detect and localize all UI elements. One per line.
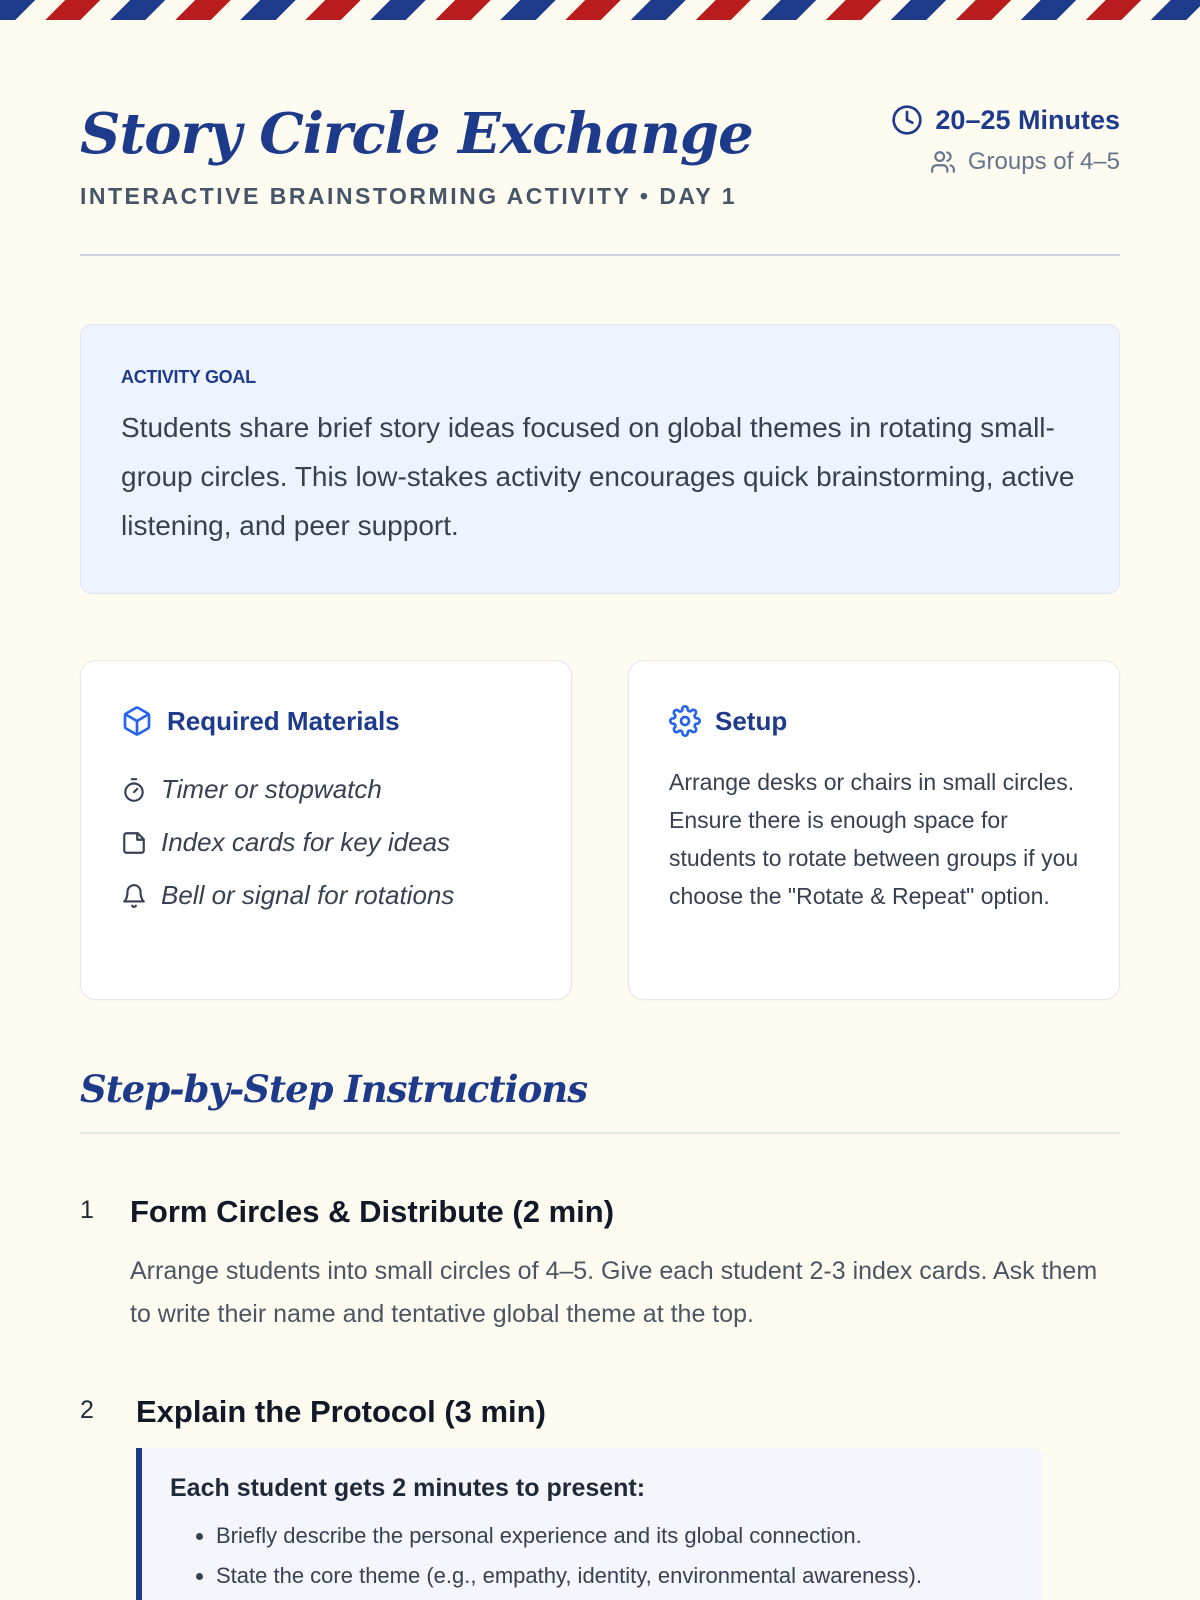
duration-badge bbox=[891, 102, 1120, 138]
duration-text: 20–25 Minutes bbox=[935, 104, 1120, 135]
material-label: Index cards for key ideas bbox=[161, 827, 451, 857]
activity-meta bbox=[891, 102, 1120, 180]
note-icon bbox=[121, 830, 147, 856]
step-title: Form Circles & Distribute (2 min) bbox=[130, 1194, 615, 1229]
bell-icon bbox=[121, 883, 147, 909]
material-label: Bell or signal for rotations bbox=[161, 880, 455, 910]
list-item bbox=[121, 869, 531, 922]
activity-goal-box bbox=[80, 324, 1120, 594]
groups-text: Groups of 4–5 bbox=[967, 148, 1120, 175]
package-icon bbox=[121, 705, 153, 737]
material-label: Timer or stopwatch bbox=[161, 774, 382, 804]
step-title: Explain the Protocol (3 min) bbox=[136, 1394, 546, 1429]
clock-icon bbox=[891, 104, 923, 136]
materials-list bbox=[121, 763, 531, 922]
page-subtitle: INTERACTIVE BRAINSTORMING ACTIVITY • DAY 1 bbox=[80, 183, 738, 209]
page-title: Story Circle Exchange bbox=[80, 101, 753, 167]
users-icon bbox=[930, 149, 956, 175]
materials-title-text: Required Materials bbox=[167, 705, 400, 736]
list-item bbox=[121, 816, 531, 869]
list-item: • Briefly describe the personal experience and its global connection. bbox=[216, 1516, 1014, 1556]
step-number: 2 bbox=[80, 1396, 94, 1424]
step-text: Arrange students into small circles of 4–5. Give each student 2-3 index cards. Ask them to write their name and tentative global theme at the top. bbox=[130, 1257, 1098, 1328]
goal-label: ACTIVITY GOAL bbox=[121, 367, 256, 387]
setup-title-text: Setup bbox=[715, 705, 788, 736]
materials-card bbox=[80, 660, 572, 1000]
protocol-list bbox=[170, 1516, 1014, 1596]
setup-title bbox=[669, 701, 1079, 741]
gear-icon bbox=[669, 705, 701, 737]
group-size bbox=[891, 144, 1120, 180]
header bbox=[80, 20, 1120, 256]
list-item: • State the core theme (e.g., empathy, identity, environmental awareness). bbox=[216, 1556, 1014, 1596]
goal-text: Students share brief story ideas focused on global themes in rotating small-group circles. This low-stakes activity encourages quick brainstorming, active listening, and peer support. bbox=[121, 412, 1075, 541]
setup-card bbox=[628, 660, 1120, 1000]
protocol-heading: Each student gets 2 minutes to present: bbox=[170, 1474, 646, 1502]
instructions-heading-text: Step-by-Step Instructions bbox=[80, 1067, 588, 1111]
materials-title bbox=[121, 701, 531, 741]
setup-text: Arrange desks or chairs in small circles. Ensure there is enough space for students to rotate between groups if you choose the "Rotate & Repeat" option. bbox=[669, 769, 1079, 909]
instructions-heading bbox=[80, 1064, 1120, 1134]
airmail-border bbox=[0, 0, 1200, 20]
activity-page bbox=[80, 20, 1120, 1588]
timer-icon bbox=[121, 777, 147, 803]
step-number: 1 bbox=[80, 1196, 94, 1224]
list-item bbox=[121, 763, 531, 816]
protocol-box bbox=[136, 1448, 1042, 1600]
